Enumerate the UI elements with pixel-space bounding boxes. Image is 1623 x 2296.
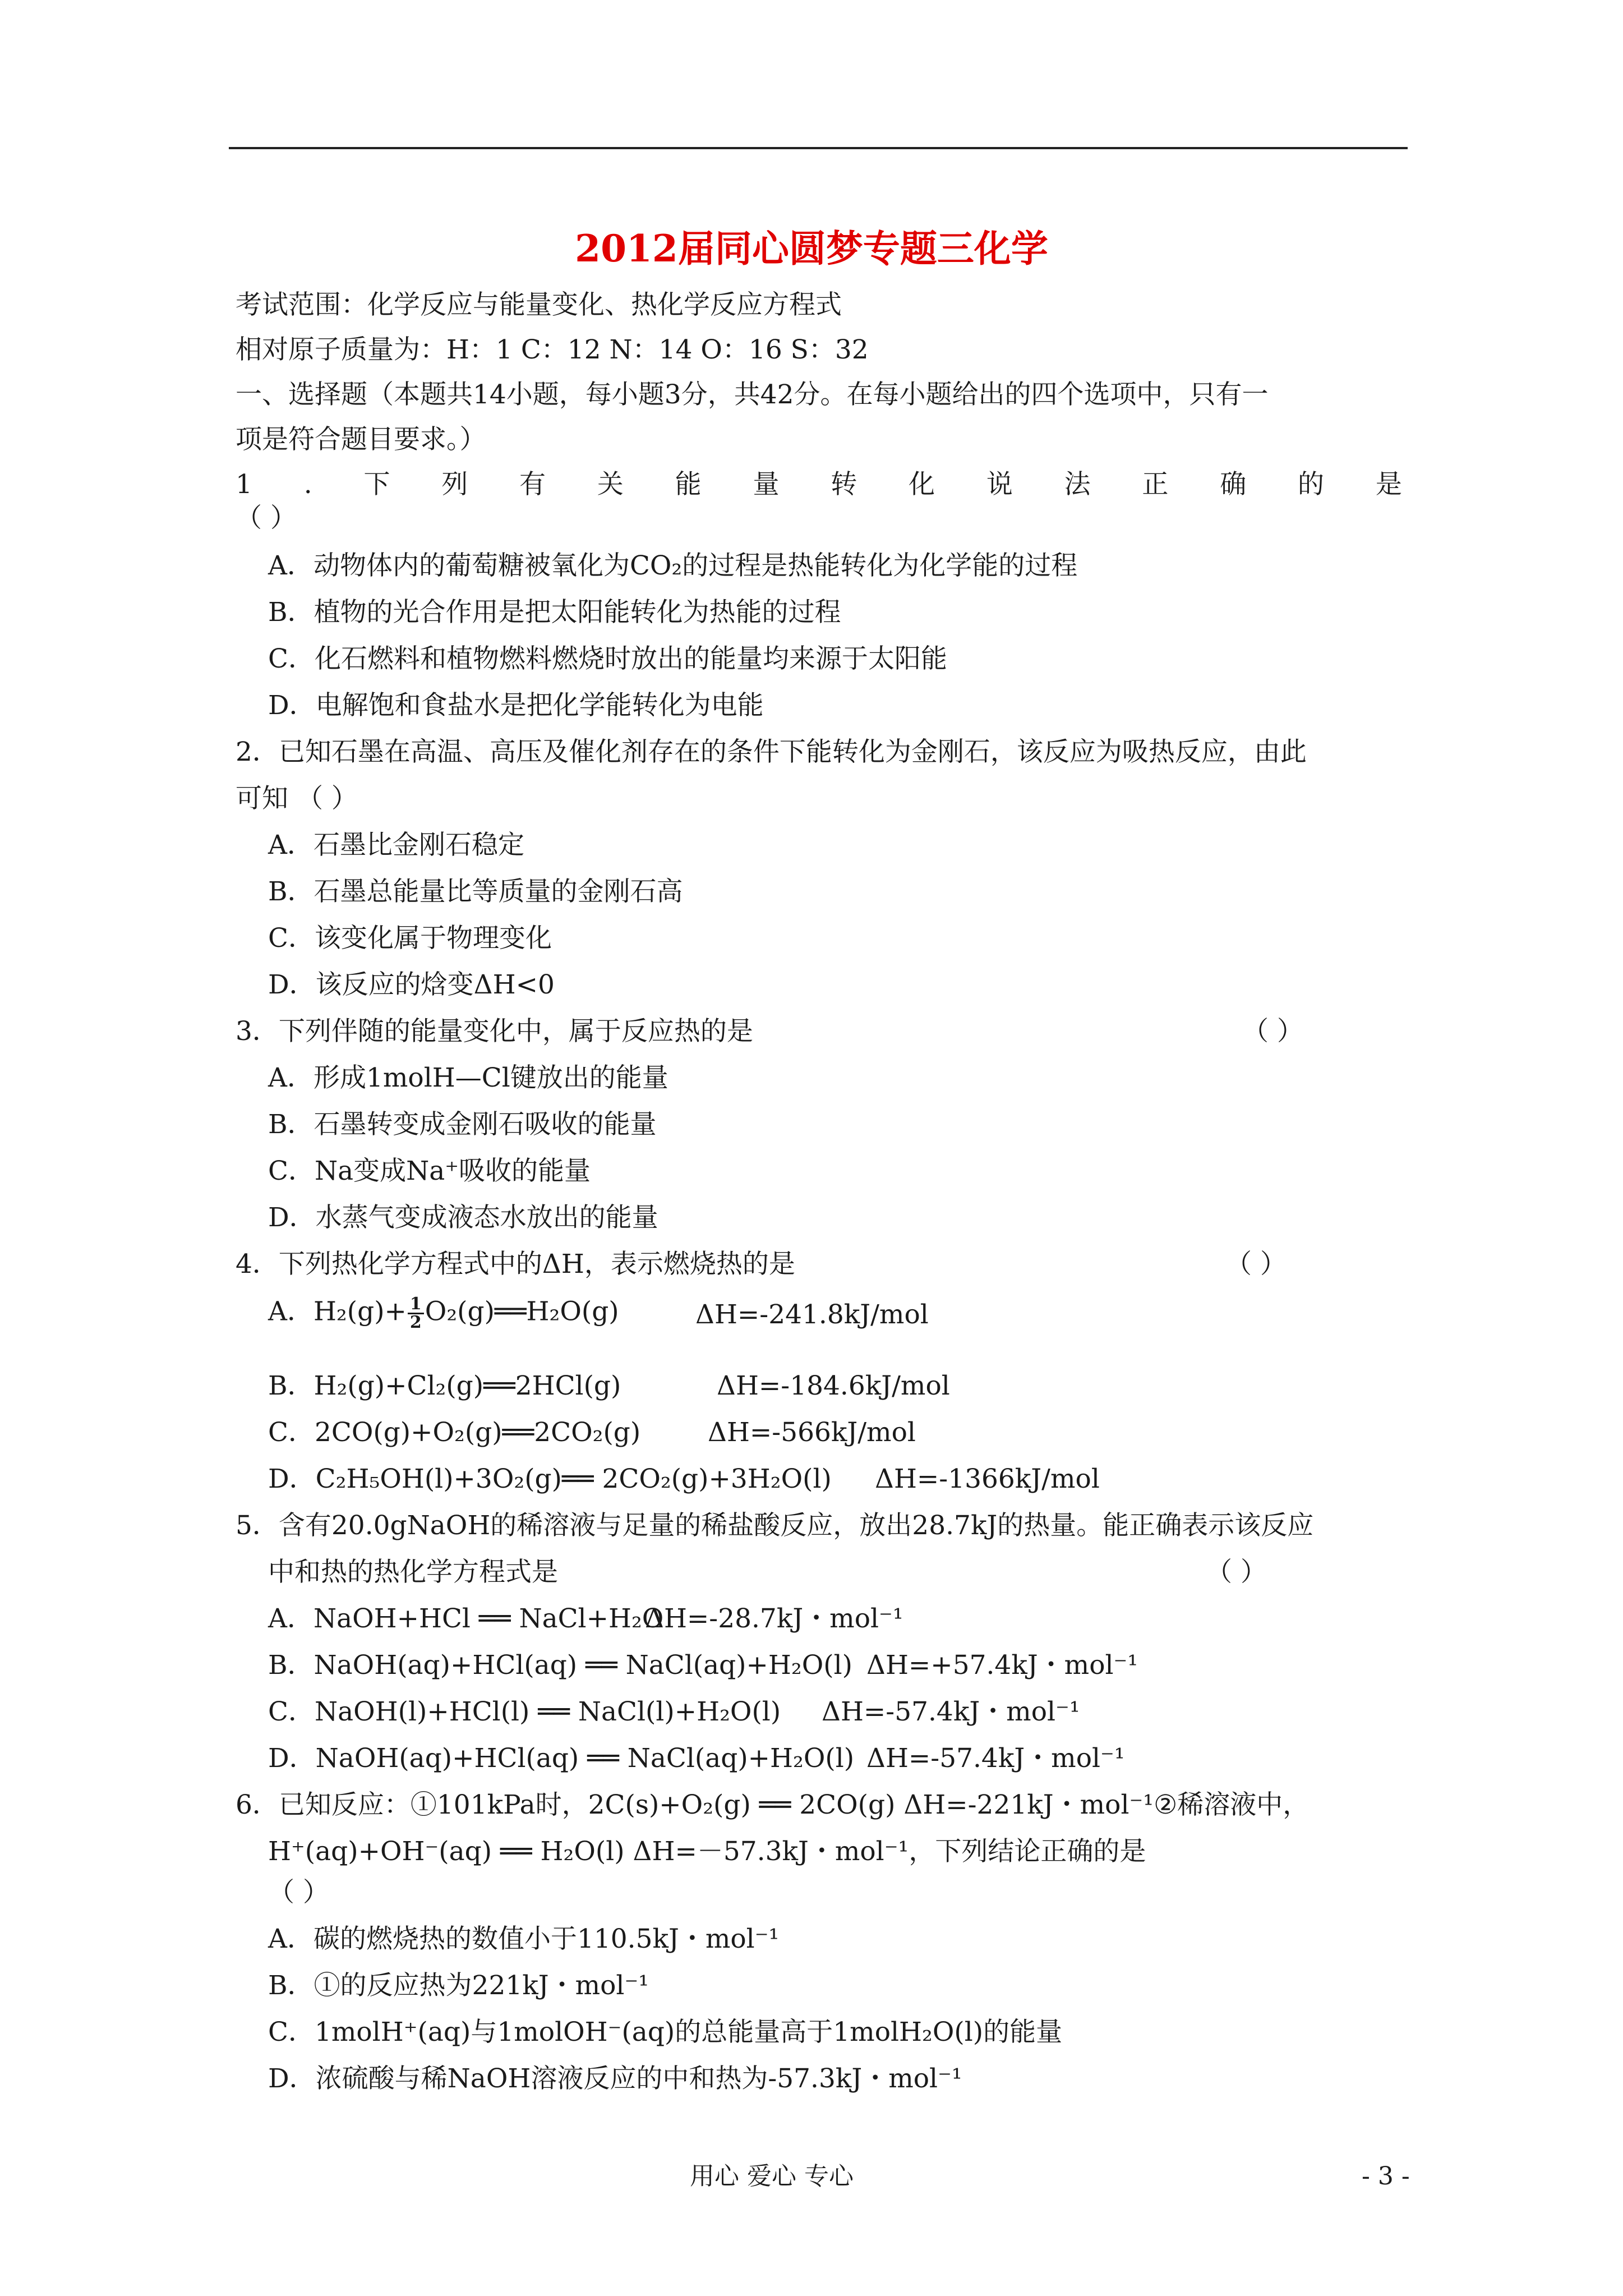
q2-option-d: D．该反应的焓变ΔH<0 (268, 969, 555, 1000)
q6-option-d: D．浓硫酸与稀NaOH溶液反应的中和热为-57.3kJ・mol⁻¹ (268, 2063, 962, 2094)
q5-option-b: B．NaOH(aq)+HCl(aq) ══ NaCl(aq)+H₂O(l) (268, 1650, 852, 1681)
q1-char: 确 (1220, 469, 1247, 500)
q1-char: 是 (1375, 469, 1402, 500)
q1-char: 下 (363, 469, 390, 500)
q4-option-a-rest: O₂(g)══H₂O(g) (425, 1296, 619, 1327)
q3-option-b: B．石墨转变成金刚石吸收的能量 (268, 1109, 657, 1140)
q6-stem-line2: H⁺(aq)+OH⁻(aq) ══ H₂O(l) ΔH=－57.3kJ・mol⁻¹，下列结论正确的是 (268, 1836, 1146, 1867)
q5-stem-line1: 5．含有20.0gNaOH的稀溶液与足量的稀盐酸反应，放出28.7kJ的热量。能正确表示该反应 (236, 1510, 1314, 1541)
q1-option-d: D．电解饱和食盐水是把化学能转化为电能 (268, 690, 764, 721)
q1-char: 列 (441, 469, 468, 500)
q3-option-a: A．形成1molH—Cl键放出的能量 (268, 1062, 668, 1093)
atomic-masses: 相对原子质量为：H：1 C：12 N：14 O：16 S：32 (236, 334, 869, 365)
q2-option-a: A．石墨比金刚石稳定 (268, 830, 524, 861)
q1-option-a: A．动物体内的葡萄糖被氧化为CO₂的过程是热能转化为化学能的过程 (268, 550, 1078, 581)
q1-stem (236, 471, 1402, 498)
q2-option-c: C．该变化属于物理变化 (268, 923, 552, 954)
q3-option-c: C．Na变成Na⁺吸收的能量 (268, 1156, 591, 1186)
q1-char: 量 (753, 469, 780, 500)
q6-stem-line1: 6．已知反应：①101kPa时，2C(s)+O₂(g) ══ 2CO(g) ΔH=-221kJ・mol⁻¹②稀溶液中， (236, 1789, 1310, 1820)
q1-char: 的 (1298, 469, 1325, 500)
q1-char: 正 (1142, 469, 1169, 500)
q1-char: 1 (236, 469, 252, 500)
q5-option-d-enthalpy: ΔH=-57.4kJ・mol⁻¹ (866, 1743, 1125, 1774)
header-rule (229, 147, 1408, 149)
page-title: 2012届同心圆梦专题三化学 (575, 227, 1048, 270)
q4-answer-paren: （ ） (1225, 1249, 1287, 1280)
q5-option-a: A．NaOH+HCl ══ NaCl+H₂O (268, 1603, 664, 1634)
one-half-fraction (408, 1296, 424, 1331)
q5-answer-paren: （ ） (1206, 1557, 1267, 1588)
q1-char: . (303, 469, 312, 500)
q4-option-a-enthalpy: ΔH=-241.8kJ/mol (695, 1299, 929, 1330)
q1-char: 有 (519, 469, 546, 500)
page-number: - 3 - (1362, 2162, 1410, 2191)
section-header-line1: 一、选择题（本题共14小题，每小题3分，共42分。在每小题给出的四个选项中，只有一 (236, 379, 1269, 410)
q1-char: 能 (675, 469, 702, 500)
q4-stem: 4．下列热化学方程式中的ΔH，表示燃烧热的是 (236, 1249, 795, 1280)
q4-option-d-enthalpy: ΔH=-1366kJ/mol (875, 1464, 1100, 1494)
q3-answer-paren: （ ） (1242, 1016, 1303, 1047)
q4-option-c: C．2CO(g)+O₂(g)══2CO₂(g) (268, 1417, 641, 1448)
q2-option-b: B．石墨总能量比等质量的金刚石高 (268, 876, 683, 907)
exam-scope: 考试范围：化学反应与能量变化、热化学反应方程式 (236, 289, 842, 320)
q3-option-d: D．水蒸气变成液态水放出的能量 (268, 1202, 658, 1233)
section-header-line2: 项是符合题目要求。） (236, 424, 486, 455)
q5-stem-line2: 中和热的热化学方程式是 (268, 1557, 558, 1588)
q1-char: 说 (986, 469, 1013, 500)
q1-char: 法 (1064, 469, 1091, 500)
q1-answer-paren: （ ） (236, 503, 297, 533)
q4-option-c-enthalpy: ΔH=-566kJ/mol (708, 1417, 916, 1448)
q6-answer-paren: （ ） (268, 1877, 329, 1908)
fraction-numerator: 1 (408, 1296, 424, 1314)
q4-option-a-prefix: A．H₂(g)+ (268, 1296, 407, 1327)
q1-char: 关 (597, 469, 624, 500)
q6-option-a: A．碳的燃烧热的数值小于110.5kJ・mol⁻¹ (268, 1924, 780, 1954)
q5-option-b-enthalpy: ΔH=+57.4kJ・mol⁻¹ (866, 1650, 1138, 1681)
q4-option-a (268, 1296, 619, 1331)
q4-option-b-enthalpy: ΔH=-184.6kJ/mol (717, 1370, 950, 1401)
q6-option-c: C．1molH⁺(aq)与1molOH⁻(aq)的总能量高于1molH₂O(l)的能量 (268, 2017, 1063, 2047)
q1-option-c: C．化石燃料和植物燃料燃烧时放出的能量均来源于太阳能 (268, 643, 947, 674)
q2-stem-line2: 可知 （ ） (236, 783, 358, 814)
q4-option-b: B．H₂(g)+Cl₂(g)══2HCl(g) (268, 1370, 621, 1401)
q1-char: 转 (831, 469, 857, 500)
q4-option-d: D．C₂H₅OH(l)+3O₂(g)══ 2CO₂(g)+3H₂O(l) (268, 1464, 832, 1494)
q1-option-b: B．植物的光合作用是把太阳能转化为热能的过程 (268, 597, 841, 628)
footer-motto: 用心 爱心 专心 (690, 2162, 854, 2191)
q5-option-d: D．NaOH(aq)+HCl(aq) ══ NaCl(aq)+H₂O(l) (268, 1743, 855, 1774)
q3-stem: 3．下列伴随的能量变化中，属于反应热的是 (236, 1016, 753, 1047)
q2-stem-line1: 2．已知石墨在高温、高压及催化剂存在的条件下能转化为金刚石，该反应为吸热反应，由此 (236, 737, 1307, 767)
q5-option-c-enthalpy: ΔH=-57.4kJ・mol⁻¹ (822, 1696, 1080, 1727)
q6-option-b: B．①的反应热为221kJ・mol⁻¹ (268, 1970, 649, 2001)
q5-option-c: C．NaOH(l)+HCl(l) ══ NaCl(l)+H₂O(l) (268, 1696, 781, 1727)
q1-char: 化 (909, 469, 935, 500)
q5-option-a-enthalpy: ΔH=-28.7kJ・mol⁻¹ (645, 1603, 903, 1634)
fraction-denominator: 2 (409, 1313, 422, 1332)
